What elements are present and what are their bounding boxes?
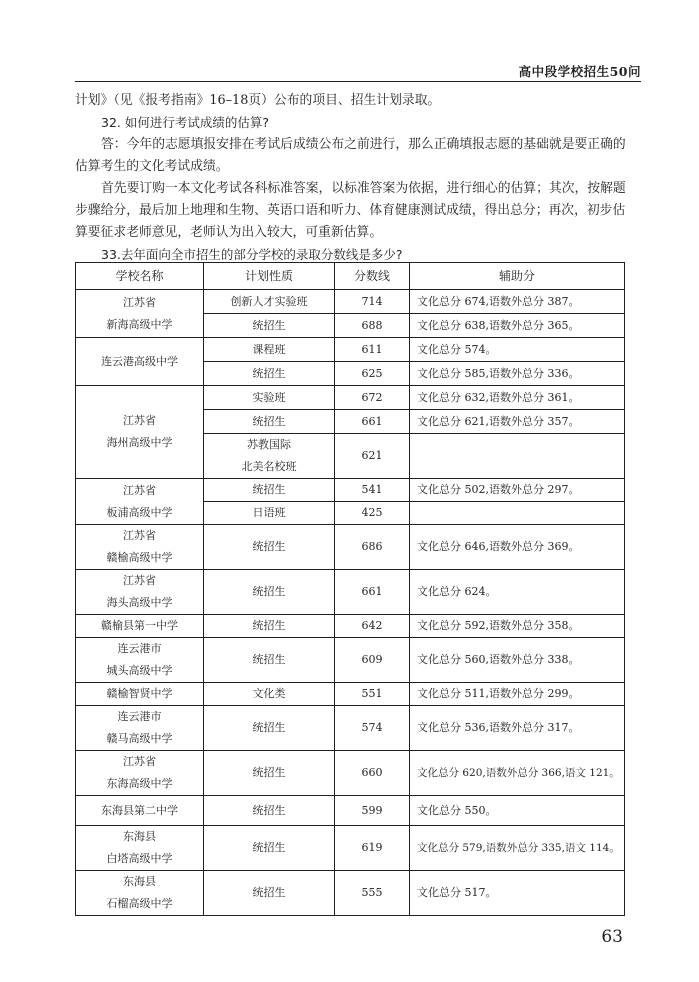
score-cell: 672: [335, 386, 410, 410]
score-cell: 541: [335, 479, 410, 502]
school-cell: [76, 826, 204, 871]
aux-cell: 文化总分 621,语数外总分 357。: [410, 410, 625, 434]
school-cell: [76, 479, 204, 525]
school-name-line: 江苏省: [123, 529, 156, 542]
table-row: [76, 706, 625, 751]
question-33-heading: 33.去年面向全市招生的部分学校的录取分数线是多少?: [101, 247, 403, 262]
score-cell: 714: [335, 290, 410, 314]
plan-cell: 统招生: [204, 314, 335, 338]
aux-cell: 文化总分 646,语数外总分 369。: [410, 525, 625, 570]
aux-cell: 文化总分 632,语数外总分 361。: [410, 386, 625, 410]
table-row: [76, 338, 625, 362]
score-cell: 621: [335, 434, 410, 479]
plan-cell: 统招生: [204, 751, 335, 796]
score-cell: 642: [335, 615, 410, 638]
aux-cell: 文化总分 624。: [410, 570, 625, 615]
score-cell: 688: [335, 314, 410, 338]
plan-cell: 统招生: [204, 362, 335, 386]
school-name-line: 江苏省: [123, 414, 156, 427]
school-name-line: 江苏省: [123, 574, 156, 587]
question-32-heading: 32. 如何进行考试成绩的估算?: [101, 115, 269, 130]
plan-cell: 统招生: [204, 796, 335, 826]
plan-name-line: 苏教国际: [247, 438, 291, 451]
school-name-line: 东海县: [123, 875, 156, 888]
aux-cell: 文化总分 592,语数外总分 358。: [410, 615, 625, 638]
aux-cell: [410, 434, 625, 479]
header-rule: [75, 81, 641, 82]
school-name-line: 东海县: [123, 830, 156, 843]
plan-cell: 统招生: [204, 615, 335, 638]
plan-cell: 课程班: [204, 338, 335, 362]
aux-cell: 文化总分 674,语数外总分 387。: [410, 290, 625, 314]
score-cell: 660: [335, 751, 410, 796]
plan-cell: 统招生: [204, 706, 335, 751]
plan-cell: 统招生: [204, 871, 335, 916]
page-number: 63: [601, 927, 623, 947]
school-name-line: 连云港市: [117, 642, 162, 655]
table-row: [76, 386, 625, 410]
table-row: [76, 290, 625, 314]
school-cell: [76, 570, 204, 615]
running-head-title: 高中段学校招生50问: [518, 64, 641, 79]
header-school-name: 学校名称: [76, 263, 204, 290]
body-text: [75, 90, 633, 266]
aux-cell: 文化总分 585,语数外总分 336。: [410, 362, 625, 386]
table-row: [76, 871, 625, 916]
plan-cell: 日语班: [204, 502, 335, 525]
score-cell: 611: [335, 338, 410, 362]
school-cell: 赣榆智贤中学: [76, 683, 204, 706]
score-cell: 661: [335, 410, 410, 434]
school-name-line: 海州高级中学: [106, 436, 173, 449]
school-name-line: 白塔高级中学: [106, 852, 173, 865]
score-cell: 661: [335, 570, 410, 615]
plan-cell: 统招生: [204, 638, 335, 683]
plan-cell: 统招生: [204, 479, 335, 502]
aux-cell: 文化总分 579,语数外总分 335,语文 114。: [410, 826, 625, 871]
aux-cell: 文化总分 574。: [410, 338, 625, 362]
school-cell: 连云港高级中学: [76, 338, 204, 386]
score-cell: 425: [335, 502, 410, 525]
question-32-answer-para-2: 首先要订购一本文化考试各科标准答案，以标准答案为依据，进行细心的估算；其次，按解题步骤给分，最后加上地理和生物、英语口语和听力、体育健康测试成绩，得出总分；再次，初步估算要征求老师意见，老师认为出入较大，可重新估算。: [75, 181, 626, 240]
plan-name-line: 北美名校班: [241, 460, 297, 473]
table-row: [76, 479, 625, 502]
plan-cell: [204, 434, 335, 479]
table-row: [76, 683, 625, 706]
school-name-line: 江苏省: [123, 483, 156, 497]
school-name-line: 江苏省: [123, 295, 156, 309]
table-row: [76, 638, 625, 683]
plan-cell: 统招生: [204, 826, 335, 871]
aux-cell: [410, 502, 625, 525]
plan-cell: 统招生: [204, 410, 335, 434]
plan-cell: 统招生: [204, 570, 335, 615]
table-row: [76, 826, 625, 871]
school-cell: 东海县第二中学: [76, 796, 204, 826]
admission-score-table: [75, 262, 625, 916]
header-plan-type: 计划性质: [204, 263, 335, 290]
school-name-line: 海头高级中学: [106, 596, 173, 609]
score-cell: 625: [335, 362, 410, 386]
school-name-line: 新海高级中学: [106, 317, 173, 331]
school-cell: [76, 525, 204, 570]
header-score-line: 分数线: [335, 263, 410, 290]
aux-cell: 文化总分 536,语数外总分 317。: [410, 706, 625, 751]
plan-cell: 实验班: [204, 386, 335, 410]
school-cell: [76, 751, 204, 796]
score-cell: 574: [335, 706, 410, 751]
school-name-line: 板浦高级中学: [106, 505, 173, 519]
school-name-line: 石榴高级中学: [106, 897, 173, 910]
question-32-answer-para-1: 答：今年的志愿填报安排在考试后成绩公布之前进行，那么正确填报志愿的基础就是要正确的估算考生的文化考试成绩。: [75, 137, 626, 174]
school-name-line: 赣马高级中学: [106, 732, 173, 745]
school-cell: [76, 706, 204, 751]
aux-cell: 文化总分 511,语数外总分 299。: [410, 683, 625, 706]
aux-cell: 文化总分 550。: [410, 796, 625, 826]
school-name-line: 连云港市: [117, 710, 162, 723]
aux-cell: 文化总分 560,语数外总分 338。: [410, 638, 625, 683]
continuation-paragraph: 计划》（见《报考指南》16–18页）公布的项目、招生计划录取。: [75, 93, 441, 108]
school-name-line: 东海高级中学: [106, 777, 173, 790]
plan-cell: 文化类: [204, 683, 335, 706]
school-name-line: 赣榆高级中学: [106, 551, 173, 564]
school-name-line: 江苏省: [123, 755, 156, 768]
aux-cell: 文化总分 517。: [410, 871, 625, 916]
header-aux-score: 辅助分: [410, 263, 625, 290]
score-cell: 599: [335, 796, 410, 826]
score-cell: 609: [335, 638, 410, 683]
aux-cell: 文化总分 502,语数外总分 297。: [410, 479, 625, 502]
aux-cell: 文化总分 620,语数外总分 366,语文 121。: [410, 751, 625, 796]
school-cell: [76, 386, 204, 479]
aux-cell: 文化总分 638,语数外总分 365。: [410, 314, 625, 338]
table-header-row: [76, 263, 625, 290]
score-cell: 619: [335, 826, 410, 871]
school-name-line: 城头高级中学: [106, 664, 173, 677]
school-cell: [76, 638, 204, 683]
school-cell: [76, 871, 204, 916]
table-row: [76, 525, 625, 570]
score-cell: 686: [335, 525, 410, 570]
school-cell: [76, 290, 204, 338]
plan-cell: 创新人才实验班: [204, 290, 335, 314]
score-cell: 555: [335, 871, 410, 916]
table-row: [76, 796, 625, 826]
table-row: [76, 570, 625, 615]
plan-cell: 统招生: [204, 525, 335, 570]
table-row: [76, 751, 625, 796]
table-row: [76, 615, 625, 638]
score-cell: 551: [335, 683, 410, 706]
school-cell: 赣榆县第一中学: [76, 615, 204, 638]
